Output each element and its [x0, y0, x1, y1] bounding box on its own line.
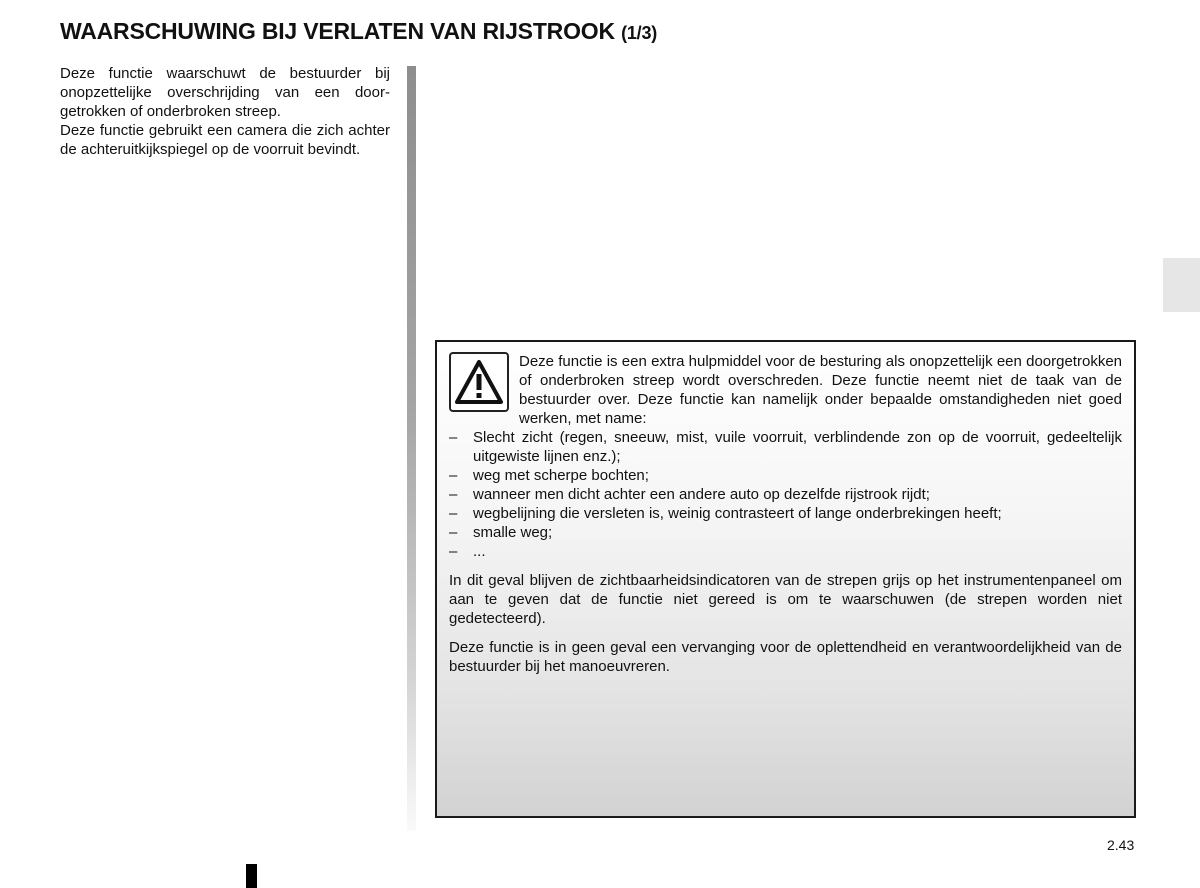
page-title-part: (1/3): [621, 23, 658, 43]
list-dash: –: [449, 524, 458, 541]
list-dash: –: [449, 429, 458, 446]
intro-text: [60, 64, 390, 159]
warning-paragraph: In dit geval blijven de zichtbaarheidsindicatoren van de strepen grijs op het instrumentenpaneel om aan te geven dat de functie niet gereed is om te waarschuwen (de strepen worden niet gedetecteerd).: [449, 572, 1122, 627]
list-item-text: ...: [473, 543, 486, 560]
warning-header: [449, 352, 1122, 428]
intro-paragraph: Deze functie waarschuwt de bestuurder bij onopzettelijke overschrijding van een doorgetrokken of onderbroken streep.: [60, 65, 390, 120]
list-item-text: wegbelijning die versleten is, weinig contrasteert of lange onderbrekingen heeft;: [473, 505, 1002, 522]
list-item-text: wanneer men dicht achter een andere auto op dezelfde rijstrook rijdt;: [473, 486, 930, 503]
intro-paragraph: Deze functie gebruikt een camera die zich achter de achteruitkijkspiegel op de voorruit bevindt.: [60, 122, 390, 158]
list-item-text: Slecht zicht (regen, sneeuw, mist, vuile voorruit, verblindende zon op de voorruit, gedeeltelijk uitgewiste lijnen enz.);: [473, 429, 1122, 465]
conditions-list: [449, 428, 1122, 561]
list-item-text: weg met scherpe bochten;: [473, 467, 649, 484]
page-title: [60, 18, 657, 45]
list-dash: –: [449, 543, 458, 560]
chapter-tab: [1163, 258, 1200, 312]
crop-mark: [246, 864, 257, 888]
list-item: [449, 466, 1122, 485]
page-title-text: WAARSCHUWING BIJ VERLATEN VAN RIJSTROOK: [60, 18, 615, 44]
column-divider: [407, 66, 416, 831]
warning-lead-text: Deze functie is een extra hulpmiddel voor de besturing als onopzettelijk een doorgetrokken of onderbroken streep wordt overschreden. Deze functie neemt niet de taak van de bestuurder over. Deze functie kan namelijk onder bepaalde omstandigheden niet goed werken, met name:: [519, 353, 1122, 427]
list-dash: –: [449, 486, 458, 503]
list-item-text: smalle weg;: [473, 524, 553, 541]
page-number: 2.43: [1107, 837, 1135, 853]
list-item: [449, 523, 1122, 542]
warning-box: [435, 340, 1136, 818]
list-item: [449, 504, 1122, 523]
list-item: [449, 485, 1122, 504]
list-dash: –: [449, 505, 458, 522]
warning-triangle-icon: [449, 352, 509, 412]
list-dash: –: [449, 467, 458, 484]
warning-paragraph: Deze functie is in geen geval een vervanging voor de oplettendheid en verantwoordelijkheid van de bestuurder bij het manoeuvreren.: [449, 639, 1122, 675]
list-item: [449, 542, 1122, 561]
list-item: [449, 428, 1122, 466]
